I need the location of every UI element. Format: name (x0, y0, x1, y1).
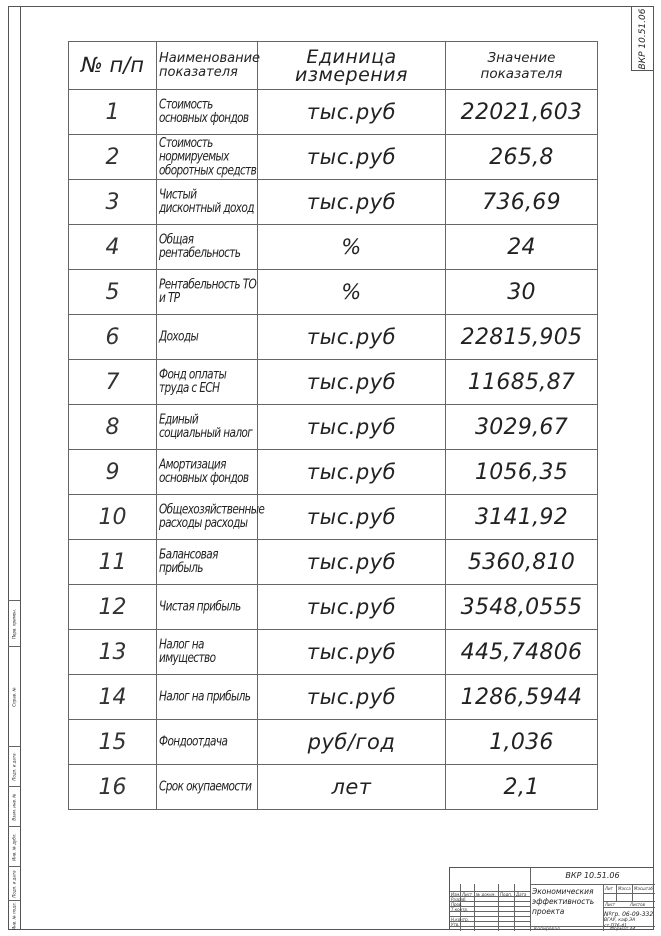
side-cell: Инв. № дубл. (8, 826, 20, 866)
table-row (69, 720, 598, 765)
indicator-value: 24 (446, 225, 598, 270)
indicator-unit: руб/год (258, 720, 446, 765)
indicator-value: 1286,5944 (446, 675, 598, 720)
indicator-name: Общехозяйственные расходы расходы (157, 495, 258, 540)
table-row (69, 675, 598, 720)
indicator-unit: тыс.руб (258, 405, 446, 450)
indicator-name: Амортизация основных фондов (157, 450, 258, 495)
side-cell: Справ. № (8, 646, 20, 746)
indicator-name: Фондоотдача (157, 720, 258, 765)
indicator-name: Налог на прибыль (157, 675, 258, 720)
side-cell: Подп. и дата (8, 746, 20, 786)
table-row (69, 225, 598, 270)
indicator-unit: тыс.руб (258, 450, 446, 495)
table-row (69, 585, 598, 630)
row-number: 15 (69, 720, 157, 765)
row-number: 2 (69, 135, 157, 180)
corner-code: ВКР 10.51.06 (637, 8, 648, 69)
indicator-value: 1,036 (446, 720, 598, 765)
row-number: 4 (69, 225, 157, 270)
indicator-unit: тыс.руб (258, 180, 446, 225)
title-block-code: ВКР 10.51.06 (565, 871, 620, 880)
table-row (69, 450, 598, 495)
indicator-value: 5360,810 (446, 540, 598, 585)
row-number: 8 (69, 405, 157, 450)
table-row (69, 135, 598, 180)
row-number: 10 (69, 495, 157, 540)
table-row (69, 405, 598, 450)
table-row (69, 495, 598, 540)
row-number: 9 (69, 450, 157, 495)
table-row (69, 540, 598, 585)
row-number: 14 (69, 675, 157, 720)
table-row (69, 315, 598, 360)
row-number: 12 (69, 585, 157, 630)
indicator-value: 22815,905 (446, 315, 598, 360)
indicator-name: Рентабельность ТО и ТР (157, 270, 258, 315)
indicator-value: 445,74806 (446, 630, 598, 675)
header-value: Значение показателя (446, 42, 598, 90)
table-row (69, 765, 598, 810)
indicator-unit: тыс.руб (258, 360, 446, 405)
table-row (69, 90, 598, 135)
row-number: 7 (69, 360, 157, 405)
row-number: 5 (69, 270, 157, 315)
indicator-unit: лет (258, 765, 446, 810)
indicator-name: Единый социальный налог (157, 405, 258, 450)
side-strip (8, 600, 20, 930)
header-name: Наименование показателя (157, 42, 258, 90)
indicator-unit: тыс.руб (258, 135, 446, 180)
indicator-value: 30 (446, 270, 598, 315)
table-row (69, 180, 598, 225)
corner-code-box (631, 6, 654, 71)
row-number: 6 (69, 315, 157, 360)
side-cell: Инв. № подл. (8, 900, 20, 930)
indicator-name: Стоимость нормируемых оборотных средств (157, 135, 258, 180)
table-row (69, 630, 598, 675)
indicator-value: 1056,35 (446, 450, 598, 495)
table-header-row (69, 42, 598, 90)
indicator-unit: тыс.руб (258, 585, 446, 630)
indicator-unit: тыс.руб (258, 675, 446, 720)
indicator-name: Доходы (157, 315, 258, 360)
indicator-name: Фонд оплаты труда с ЕСН (157, 360, 258, 405)
indicator-value: 22021,603 (446, 90, 598, 135)
title-block-title: Экономическия эффективность проекта (532, 887, 595, 916)
indicator-unit: тыс.руб (258, 315, 446, 360)
side-cell: Взам. инв. № (8, 786, 20, 826)
indicator-unit: % (258, 225, 446, 270)
title-block: ВКР 10.51.06 Экономическия эффективность проекта Лит Масса Масштаб Лист Листов Изм. Лист № докум. Подп. Дата Разраб. Пров. Т.контр. Н.контр. Утв. Nºгр. 06-09-332 ВГАУ, каф.ЭА ст.П76-41 Копировал Формат А4 (449, 867, 654, 930)
indicator-value: 11685,87 (446, 360, 598, 405)
indicator-name: Общая рентабельность (157, 225, 258, 270)
indicator-name: Стоимость основных фондов (157, 90, 258, 135)
indicator-value: 265,8 (446, 135, 598, 180)
table-row (69, 360, 598, 405)
side-cell: Перв. примен. (8, 600, 20, 646)
indicator-unit: тыс.руб (258, 540, 446, 585)
indicator-name: Балансовая прибыль (157, 540, 258, 585)
indicator-value: 3029,67 (446, 405, 598, 450)
row-number: 1 (69, 90, 157, 135)
indicator-unit: тыс.руб (258, 90, 446, 135)
indicator-name: Чистая прибыль (157, 585, 258, 630)
header-num: № п/п (69, 42, 157, 90)
indicator-name: Налог на имущество (157, 630, 258, 675)
indicator-value: 3548,0555 (446, 585, 598, 630)
title-block-group: Nºгр. 06-09-332 ВГАУ, каф.ЭА ст.П76-41 (604, 911, 654, 929)
indicators-table (68, 41, 598, 810)
indicator-name: Чистый дисконтный доход (157, 180, 258, 225)
indicator-unit: % (258, 270, 446, 315)
row-number: 3 (69, 180, 157, 225)
indicator-value: 3141,92 (446, 495, 598, 540)
indicator-unit: тыс.руб (258, 630, 446, 675)
indicator-unit: тыс.руб (258, 495, 446, 540)
indicator-name: Срок окупаемости (157, 765, 258, 810)
side-cell: Подп. и дата (8, 866, 20, 900)
header-unit: Единица измерения (258, 42, 446, 90)
table-row (69, 270, 598, 315)
row-number: 13 (69, 630, 157, 675)
indicator-value: 736,69 (446, 180, 598, 225)
indicator-value: 2,1 (446, 765, 598, 810)
row-number: 16 (69, 765, 157, 810)
row-number: 11 (69, 540, 157, 585)
